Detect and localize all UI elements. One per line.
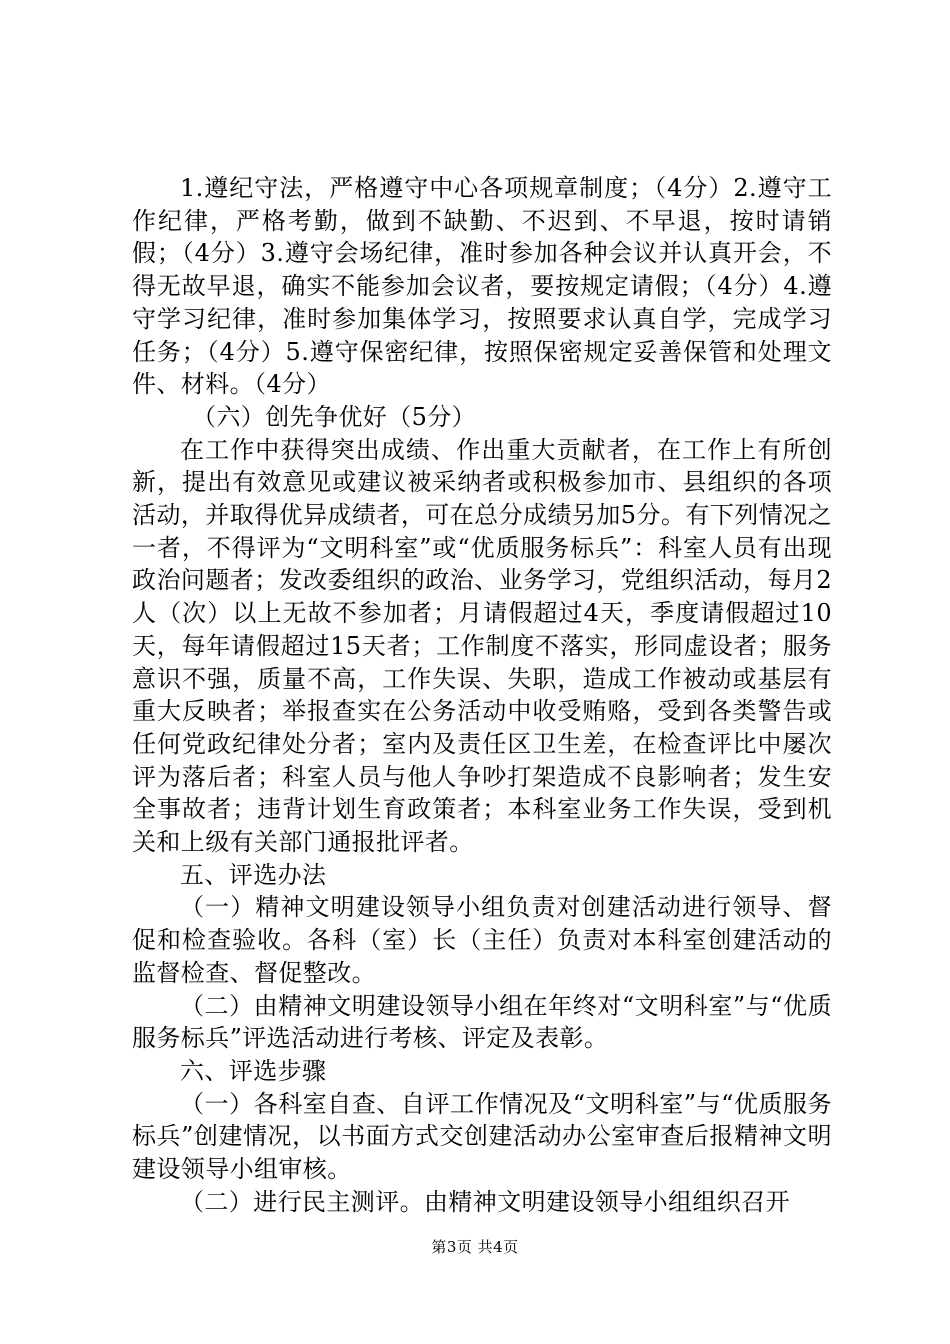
section-heading-selection-steps: 六、评选步骤 xyxy=(180,1056,327,1085)
selection-method-item-2: （二）由精神文明建设领导小组在年终对“文明科室”与“优质服务标兵”评选活动进行考核、评定及表彰。 xyxy=(132,991,832,1053)
excellence-paragraph: 在工作中获得突出成绩、作出重大贡献者，在工作上有所创新，提出有效意见或建议被采纳者或积极参加市、县组织的各项活动，并取得优异成绩者，可在总分成绩另加5分。有下列情况之一者，不得评为“文明科室”或“优质服务标兵”：科室人员有出现政治问题者；发改委组织的政治、业务学习，党组织活动，每月2人（次）以上无故不参加者；月请假超过4天，季度请假超过10天，每年请假超过15天者；工作制度不落实，形同虚设者；服务意识不强，质量不高，工作失误、失职，造成工作被动或基层有重大反映者；举报查实在公务活动中收受贿赂，受到各类警告或任何党政纪律处分者；室内及责任区卫生差，在检查评比中屡次评为落后者；科室人员与他人争吵打架造成不良影响者；发生安全事故者；违背计划生育政策者；本科室业务工作失误，受到机关和上级有关部门通报批评者。 xyxy=(132,435,832,857)
selection-step-item-1: （一）各科室自查、自评工作情况及“文明科室”与“优质服务标兵”创建情况，以书面方式交创建活动办公室审查后报精神文明建设领导小组审核。 xyxy=(132,1089,832,1184)
page-number-footer: 第3页 共4页 xyxy=(431,1238,519,1256)
document-body xyxy=(132,172,832,1219)
selection-method-item-1: （一）精神文明建设领导小组负责对创建活动进行领导、督促和检查验收。各科（室）长（主任）负责对本科室创建活动的监督检查、督促整改。 xyxy=(132,893,832,987)
discipline-paragraph: 1.遵纪守法，严格遵守中心各项规章制度；（4分）2.遵守工作纪律，严格考勤，做到不缺勤、不迟到、不早退，按时请销假；（4分）3.遵守会场纪律，准时参加各种会议并认真开会，不得无故早退，确实不能参加会议者，要按规定请假；（4分）4.遵守学习纪律，准时参加集体学习，按照要求认真自学，完成学习任务；（4分）5.遵守保密纪律，按照保密规定妥善保管和处理文件、材料。（4分） xyxy=(132,174,832,399)
section-heading-selection-method: 五、评选办法 xyxy=(180,860,327,889)
selection-step-item-2: （二）进行民主测评。由精神文明建设领导小组组织召开 xyxy=(180,1187,790,1216)
section-heading-excellence: （六）创先争优好（5分） xyxy=(192,402,477,431)
